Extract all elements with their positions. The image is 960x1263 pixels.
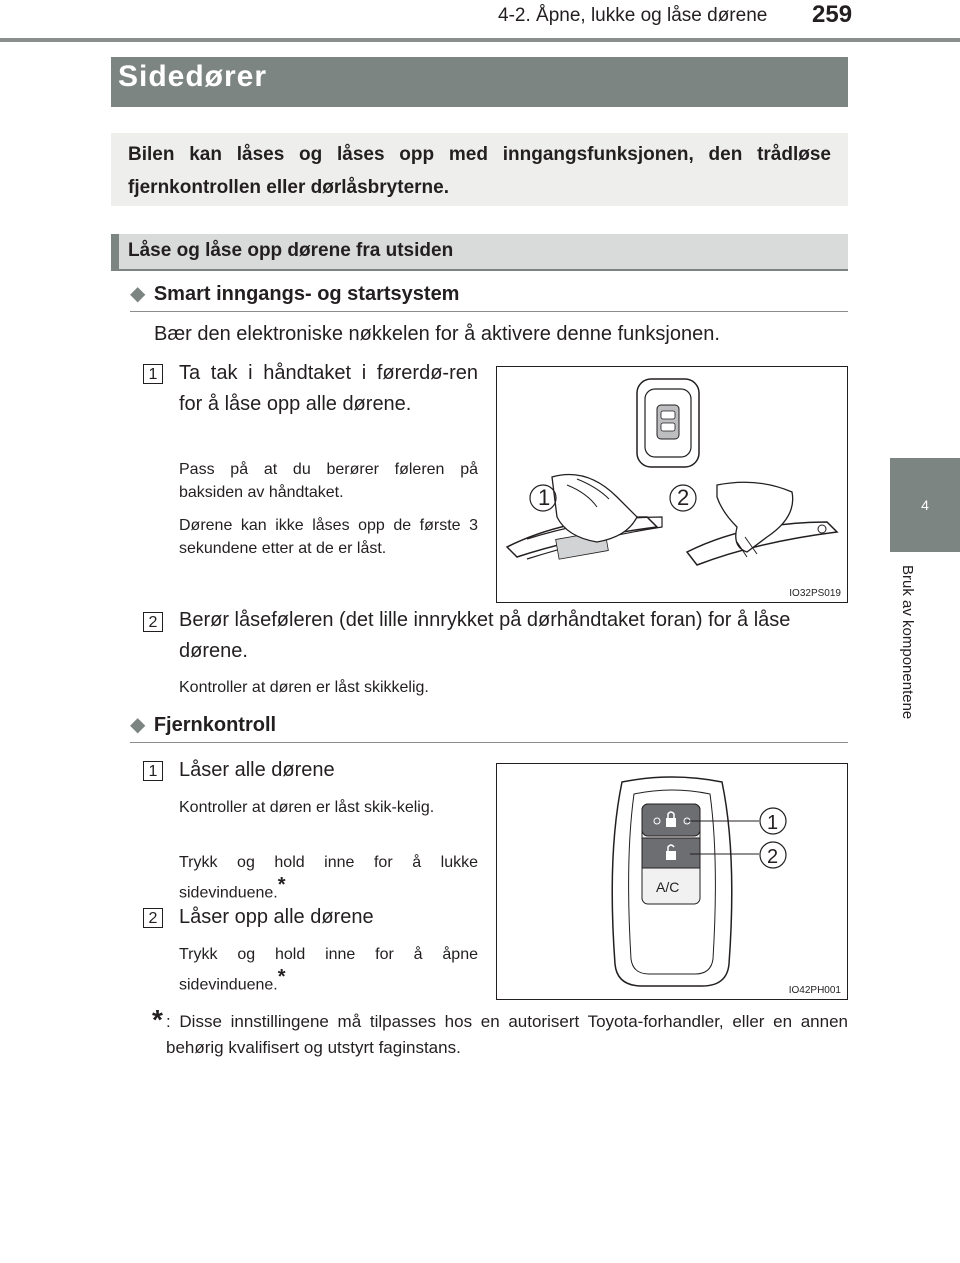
diamond-bullet-icon: ◆ <box>130 714 146 736</box>
smart-step1-note2: Dørene kan ikke låses opp de første 3 sekundene etter at de er låst. <box>179 517 478 557</box>
step-number: 2 <box>143 612 163 632</box>
remote-step2-note-row <box>179 943 478 996</box>
smart-heading-rule <box>130 311 848 312</box>
key-fob-figure <box>496 763 848 1000</box>
subsection-rule <box>111 269 848 271</box>
step-number: 1 <box>143 761 163 781</box>
chapter-label: Bruk av komponentene <box>899 565 916 720</box>
smart-step2-note: Kontroller at døren er låst skikkelig. <box>179 679 429 696</box>
smart-instruction: Bær den elektroniske nøkkelen for å aktivere denne funksjonen. <box>154 323 720 345</box>
section-title: Sidedører <box>118 60 268 93</box>
diamond-bullet-icon: ◆ <box>130 283 146 305</box>
chapter-number: 4 <box>921 497 929 513</box>
smart-step2-text: Berør låseføleren (det lille innrykket på dørhåndtaket foran) for å låse dørene. <box>179 609 791 662</box>
footnote-marker: * <box>152 1004 163 1035</box>
ac-button-label: A/C <box>656 879 680 895</box>
figure-code: IO42PH001 <box>788 985 841 996</box>
asterisk-marker: * <box>277 874 286 896</box>
running-header-title: 4-2. Åpne, lukke og låse dørene <box>498 5 768 26</box>
remote-step1-note2-row <box>179 851 478 904</box>
step-number: 1 <box>143 364 163 384</box>
page-number: 259 <box>812 1 853 28</box>
callout-1: 1 <box>767 812 779 834</box>
door-handle-figure <box>496 366 848 603</box>
asterisk-marker: * <box>277 966 286 988</box>
header-divider <box>0 38 960 42</box>
footnote-text: : Disse innstillingene må tilpasses hos en autorisert Toyota-forhandler, eller en annen behørig kvalifisert og utstyrt faginstans. <box>166 1012 848 1057</box>
remote-step2-note: Trykk og hold inne for å åpne sidevinduene. <box>179 946 478 994</box>
callout-2: 2 <box>677 485 690 510</box>
smart-step1-text: Ta tak i håndtaket i førerdø-ren for å låse opp alle dørene. <box>179 362 478 415</box>
step-number: 2 <box>143 908 163 928</box>
smart-key-icon <box>637 379 699 467</box>
remote-heading-row <box>130 712 276 737</box>
remote-step1-text: Låser alle dørene <box>179 759 335 781</box>
callout-1: 1 <box>538 485 551 510</box>
right-door-handle-icon <box>670 482 837 565</box>
smart-step1-note1: Pass på at du berører føleren på baksiden av håndtaket. <box>179 461 478 501</box>
smart-heading: Smart inngangs- og startsystem <box>153 283 460 305</box>
remote-step1-note2: Trykk og hold inne for å lukke sidevinduene. <box>179 854 478 902</box>
remote-step1-note1: Kontroller at døren er låst skik-kelig. <box>179 799 435 816</box>
left-door-handle-icon <box>507 475 662 560</box>
intro-text: Bilen kan låses og låses opp med inngangsfunksjonen, den trådløse fjernkontrollen eller dørlåsbryterne. <box>128 144 831 198</box>
door-handle-illustration <box>497 367 847 602</box>
figure-code: IO32PS019 <box>789 588 841 599</box>
key-fob-illustration <box>497 764 847 999</box>
remote-heading: Fjernkontroll <box>153 714 277 736</box>
smart-heading-row <box>130 281 459 306</box>
remote-heading-rule <box>130 742 848 743</box>
remote-step2-text: Låser opp alle dørene <box>179 906 374 928</box>
callout-2: 2 <box>767 846 779 868</box>
chapter-tab <box>890 458 960 552</box>
subsection-title: Låse og låse opp dørene fra utsiden <box>128 240 454 261</box>
